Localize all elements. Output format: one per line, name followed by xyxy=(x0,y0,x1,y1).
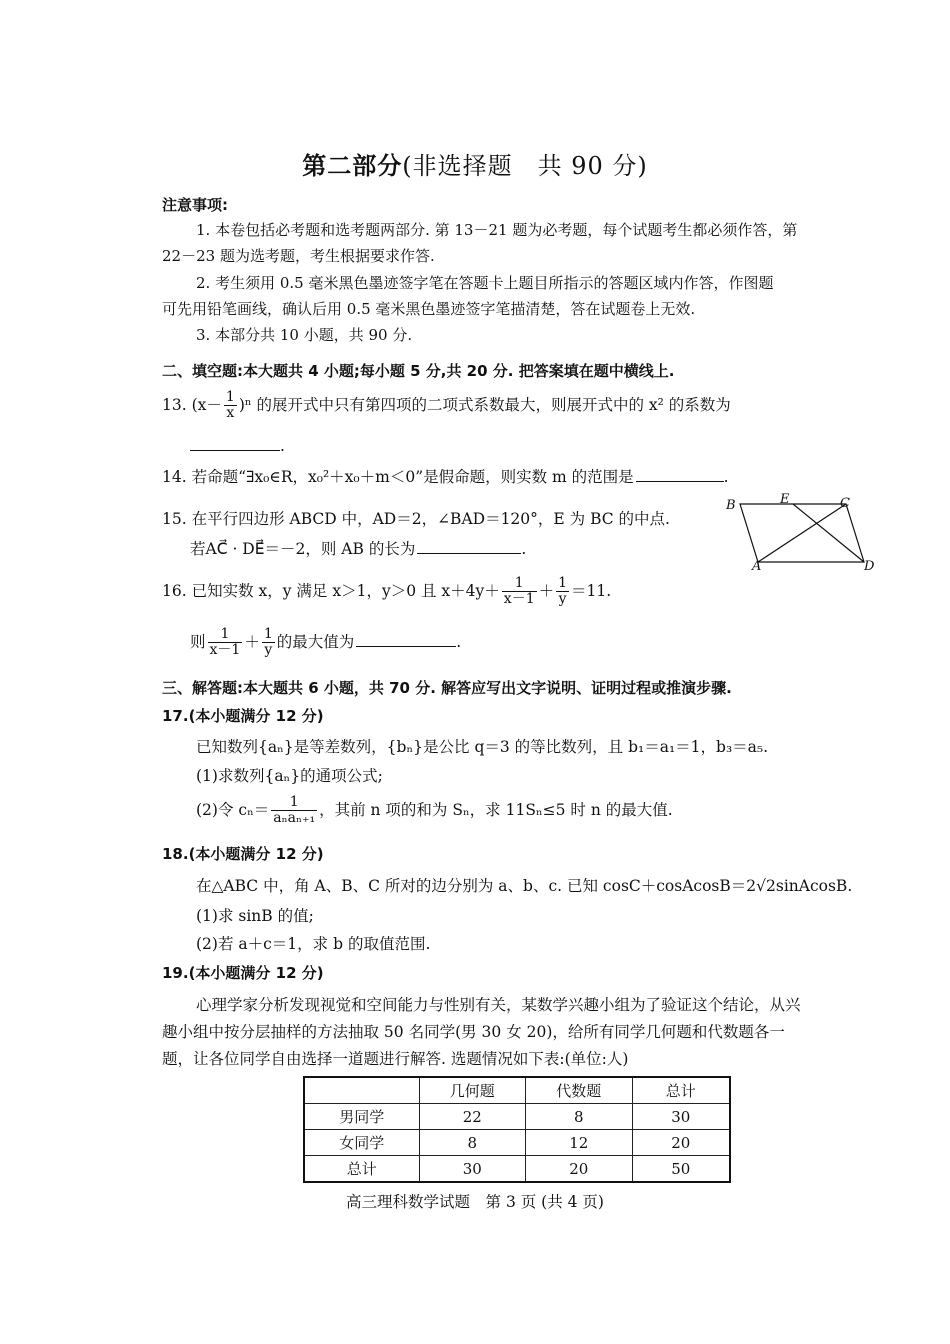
q16-blank[interactable] xyxy=(356,632,456,647)
q16-part-a: 16. 已知实数 x，y 满足 x＞1，y＞0 且 x＋4y＋ xyxy=(162,581,500,600)
q19-line-2: 趣小组中按分层抽样的方法抽取 50 名同学(男 30 女 20)，给所有同学几何题和代数题各一 xyxy=(162,1023,785,1041)
label-e: E xyxy=(780,492,790,507)
parallelogram-figure xyxy=(722,490,882,572)
q16-plus: ＋ xyxy=(538,581,555,600)
q13-frac-num: 1 xyxy=(225,389,235,405)
q15-line-2 xyxy=(190,537,526,559)
table-cell: 22 xyxy=(419,1104,526,1130)
q15-line-1: 15. 在平行四边形 ABCD 中，AD＝2，∠BAD＝120°，E 为 BC 的中点. xyxy=(162,510,670,528)
table-cell: 30 xyxy=(632,1104,730,1130)
q17-heading: 17.(本小题满分 12 分) xyxy=(162,707,324,725)
q13-end: . xyxy=(280,437,285,455)
table-header-row xyxy=(304,1077,730,1104)
table-cell: 20 xyxy=(632,1130,730,1156)
q16-frac-1-den: x－1 xyxy=(503,591,535,608)
q16-frac-3-den: x－1 xyxy=(209,642,241,659)
table-cell: 总计 xyxy=(304,1156,419,1183)
q17-line-3 xyxy=(196,795,673,827)
q16-part-d: 的最大值为 xyxy=(276,632,355,651)
q15-blank[interactable] xyxy=(417,539,521,554)
note-1-line-a: 1. 本卷包括必考题和选考题两部分. 第 13－21 题为必考题，每个试题考生都必须作答，第 xyxy=(196,221,798,239)
label-c: C xyxy=(840,496,850,511)
segment-de xyxy=(793,504,864,562)
label-d: D xyxy=(864,559,875,572)
selection-table xyxy=(303,1076,731,1183)
q16-frac-2-den: y xyxy=(558,591,567,608)
table-cell: 12 xyxy=(526,1130,633,1156)
q19-line-1: 心理学家分析发现视觉和空间能力与性别有关，某数学兴趣小组为了验证这个结论，从兴 xyxy=(196,996,801,1014)
section-fill-in-heading: 二、填空题:本大题共 4 小题;每小题 5 分,共 20 分. 把答案填在题中横线上. xyxy=(162,362,675,380)
q13-frac-den: x xyxy=(226,405,235,422)
q13-answer-line xyxy=(190,436,285,455)
q13-fraction xyxy=(224,390,237,422)
q19-line-3: 题，让各位同学自由选择一道题进行解答. 选题情况如下表:(单位:人) xyxy=(162,1050,629,1068)
q15-end: . xyxy=(521,540,527,558)
table-cell: 男同学 xyxy=(304,1104,419,1130)
part-title-bold: 第二部分 xyxy=(302,152,403,180)
diagonal-ac xyxy=(758,504,846,562)
q16-frac-4 xyxy=(262,627,275,659)
note-2-line-a: 2. 考生须用 0.5 毫米黑色墨迹签字笔在答题卡上题目所指示的答题区域内作答，作图题 xyxy=(196,274,774,292)
q17-line-3-b: ，其前 n 项的和为 Sₙ，求 11Sₙ≤5 时 n 的最大值. xyxy=(319,800,673,819)
question-13 xyxy=(162,390,731,422)
table-cell: 女同学 xyxy=(304,1130,419,1156)
q16-frac-2-num: 1 xyxy=(558,575,568,591)
q18-line-3: (2)若 a＋c＝1，求 b 的取值范围. xyxy=(196,935,431,953)
q14-text: 14. 若命题“∃x₀∈R，x₀²＋x₀＋m＜0”是假命题，则实数 m 的范围是 xyxy=(162,468,634,486)
q18-line-2: (1)求 sinB 的值; xyxy=(196,907,314,925)
q16-part-c: 则 xyxy=(190,632,206,651)
q17-line-2: (1)求数列{aₙ}的通项公式; xyxy=(196,767,383,785)
q17-fraction xyxy=(271,795,317,827)
q17-line-1: 已知数列{aₙ}是等差数列，{bₙ}是公比 q＝3 的等比数列，且 b₁＝a₁＝1，b₃＝a₅. xyxy=(196,738,769,756)
part-title-rest: (非选择题 共 90 分) xyxy=(402,152,648,180)
q16-part-b: ＝11. xyxy=(571,581,612,600)
q17-frac-num: 1 xyxy=(271,795,317,811)
q19-heading: 19.(本小题满分 12 分) xyxy=(162,964,324,982)
table-cell: 20 xyxy=(526,1156,633,1183)
note-2-line-b: 可先用铅笔画线，确认后用 0.5 毫米黑色墨迹签字笔描清楚，答在试题卷上无效. xyxy=(162,300,696,318)
label-b: B xyxy=(726,498,736,513)
note-1-line-b: 22－23 题为选考题，考生根据要求作答. xyxy=(162,247,435,265)
q17-frac-den: aₙaₙ₊₁ xyxy=(273,810,316,827)
q16-frac-4-num: 1 xyxy=(263,626,273,642)
table-row xyxy=(304,1104,730,1130)
q16-plus-2: ＋ xyxy=(244,632,260,651)
table-header-cell: 代数题 xyxy=(526,1077,633,1104)
q13-part-a: (x－ xyxy=(191,395,222,414)
table-row xyxy=(304,1130,730,1156)
q16-frac-1-num: 1 xyxy=(502,576,537,592)
table-cell: 8 xyxy=(526,1104,633,1130)
question-14 xyxy=(162,465,729,487)
note-3: 3. 本部分共 10 小题，共 90 分. xyxy=(196,326,413,344)
table-cell: 8 xyxy=(419,1130,526,1156)
q13-number: 13. xyxy=(162,395,187,414)
q16-frac-1 xyxy=(502,576,537,608)
q18-line-1: 在△ABC 中，角 A、B、C 所对的边分别为 a、b、c. 已知 cosC＋cosAcosB＝2√2sinAcosB. xyxy=(196,877,853,895)
page-footer: 高三理科数学试题 第 3 页 (共 4 页) xyxy=(346,1193,604,1211)
label-a: A xyxy=(752,559,762,572)
q17-line-3-a: (2)令 cₙ＝ xyxy=(196,800,270,819)
table-header-cell xyxy=(304,1077,419,1104)
table-cell: 50 xyxy=(632,1156,730,1183)
q15-line-2-text: 若AC⃗ · DE⃗＝－2，则 AB 的长为 xyxy=(190,540,416,558)
table-cell: 30 xyxy=(419,1156,526,1183)
table-header-cell: 几何题 xyxy=(419,1077,526,1104)
table-row xyxy=(304,1156,730,1183)
q16-end: . xyxy=(456,632,462,651)
section-solutions-heading: 三、解答题:本大题共 6 小题，共 70 分. 解答应写出文字说明、证明过程或推演步骤. xyxy=(162,679,732,697)
q14-end: . xyxy=(723,468,729,486)
q13-part-b: )ⁿ 的展开式中只有第四项的二项式系数最大，则展开式中的 x² 的系数为 xyxy=(238,395,731,414)
notes-heading: 注意事项: xyxy=(162,196,228,214)
q16-frac-2 xyxy=(556,576,569,608)
part-title xyxy=(0,146,950,181)
q16-line-1 xyxy=(162,576,611,608)
q14-blank[interactable] xyxy=(636,467,724,482)
q16-line-2 xyxy=(190,627,461,659)
q16-frac-3-num: 1 xyxy=(208,627,243,643)
q18-heading: 18.(本小题满分 12 分) xyxy=(162,845,324,863)
q16-frac-4-den: y xyxy=(264,642,273,659)
q13-blank[interactable] xyxy=(190,436,280,451)
q16-frac-3 xyxy=(208,627,243,659)
table-header-cell: 总计 xyxy=(632,1077,730,1104)
